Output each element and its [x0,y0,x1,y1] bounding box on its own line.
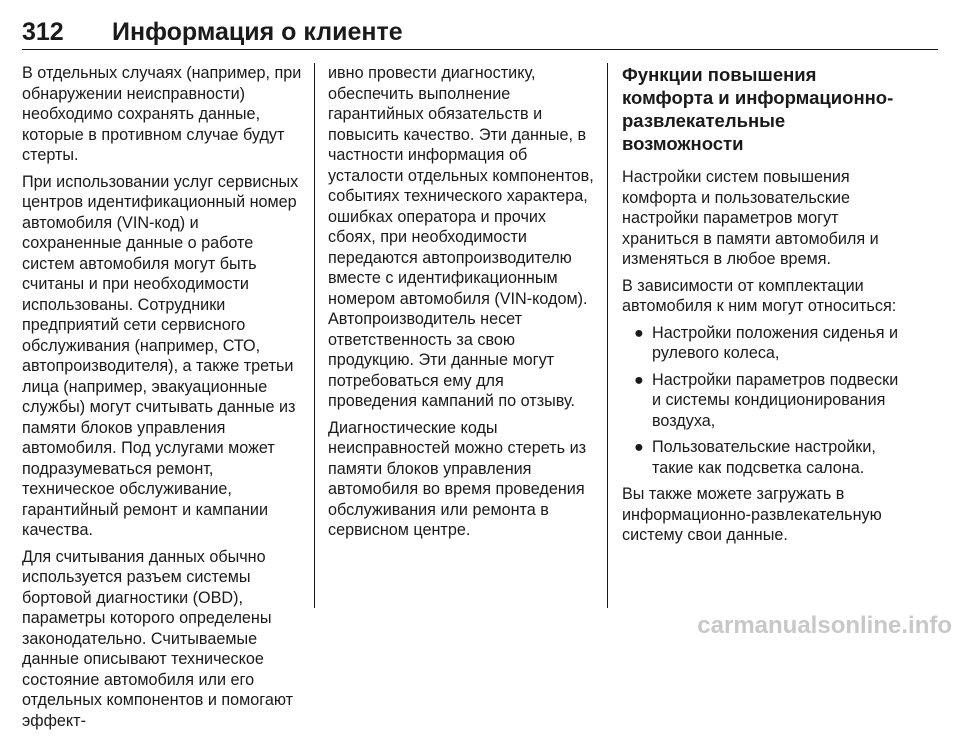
paragraph: Вы также можете загружать в информационно-развлекательную систему свои данные. [622,485,882,544]
header-divider [22,49,938,50]
list-item-text: Настройки параметров подвески и системы кондиционирования воздуха, [652,370,899,430]
paragraph: Диагностические коды неисправностей можно стереть из памяти блоков управления автомобиля во время проведения обслуживания или ремонта в сервисном центре. [328,418,587,539]
paragraph: Для считывания данных обычно используется разъем системы бортовой диагностики (OBD), параметры которого определены законодательно. Считываемые данные описывают техническое состояние автомобиля или его отдельных компонентов и помогают эффект- [22,547,294,730]
bullet-list [622,323,902,479]
bullet-icon: ● [634,438,644,456]
page-header [22,17,938,47]
column-3 [622,63,902,552]
page-number: 312 [22,18,64,46]
list-item [622,323,902,364]
paragraph: Настройки систем повышения комфорта и пользовательские настройки параметров могут храниться в памяти автомобиля и изменяться в любое время. [622,168,879,268]
paragraph: В зависимости от комплектации автомобиля к ним могут относиться: [622,276,897,315]
paragraph: В отдельных случаях (например, при обнаружении неисправности) необходимо сохранять данные, которые в противном случае будут стерты. [22,64,302,164]
section-heading: Функции повышения комфорта и информационно-развлекательные возможности [622,64,894,154]
list-item [622,437,902,478]
paragraph: При использовании услуг сервисных центров идентификационный номер автомобиля (VIN-код) и сохраненные данные о работе систем автомобиля могут быть считаны и при необходимости использованы. Сотрудники предприятий сети сервисного обслуживания (например, СТО, автопроизводителя), а также третьи лица (например, эвакуационные службы) могут считывать данные из памяти блоков управления автомобиля. Под услугами может подразумеваться ремонт, техническое обслуживание, гарантийный ремонт и кампании качества. [22,172,299,539]
bullet-icon: ● [634,370,644,389]
page-title: Информация о клиенте [112,18,403,46]
bullet-icon: ● [634,323,644,342]
column-1 [22,63,302,737]
column-2 [328,63,596,547]
paragraph: ивно провести диагностику, обеспечить выполнение гарантийных обязательств и повысить качество. Эти данные, в частности информация об усталости отдельных компонентов, событиях технического характера, ошибках оператора и прочих сбоях, при необходимости передаются автопроизводителю вместе с идентификационным номером автомобиля (VIN-кодом). Автопроизводитель несет ответственность за свою продукцию. Эти данные могут потребоваться ему для проведения кампаний по отзыву. [328,64,594,410]
column-divider [314,63,315,608]
list-item [622,370,902,432]
list-item-text: Пользовательские настройки, такие как подсветка салона. [652,438,876,477]
list-item-text: Настройки положения сиденья и рулевого колеса, [652,323,899,362]
watermark: carmanualsonline.info [697,612,952,639]
column-divider [607,63,608,608]
